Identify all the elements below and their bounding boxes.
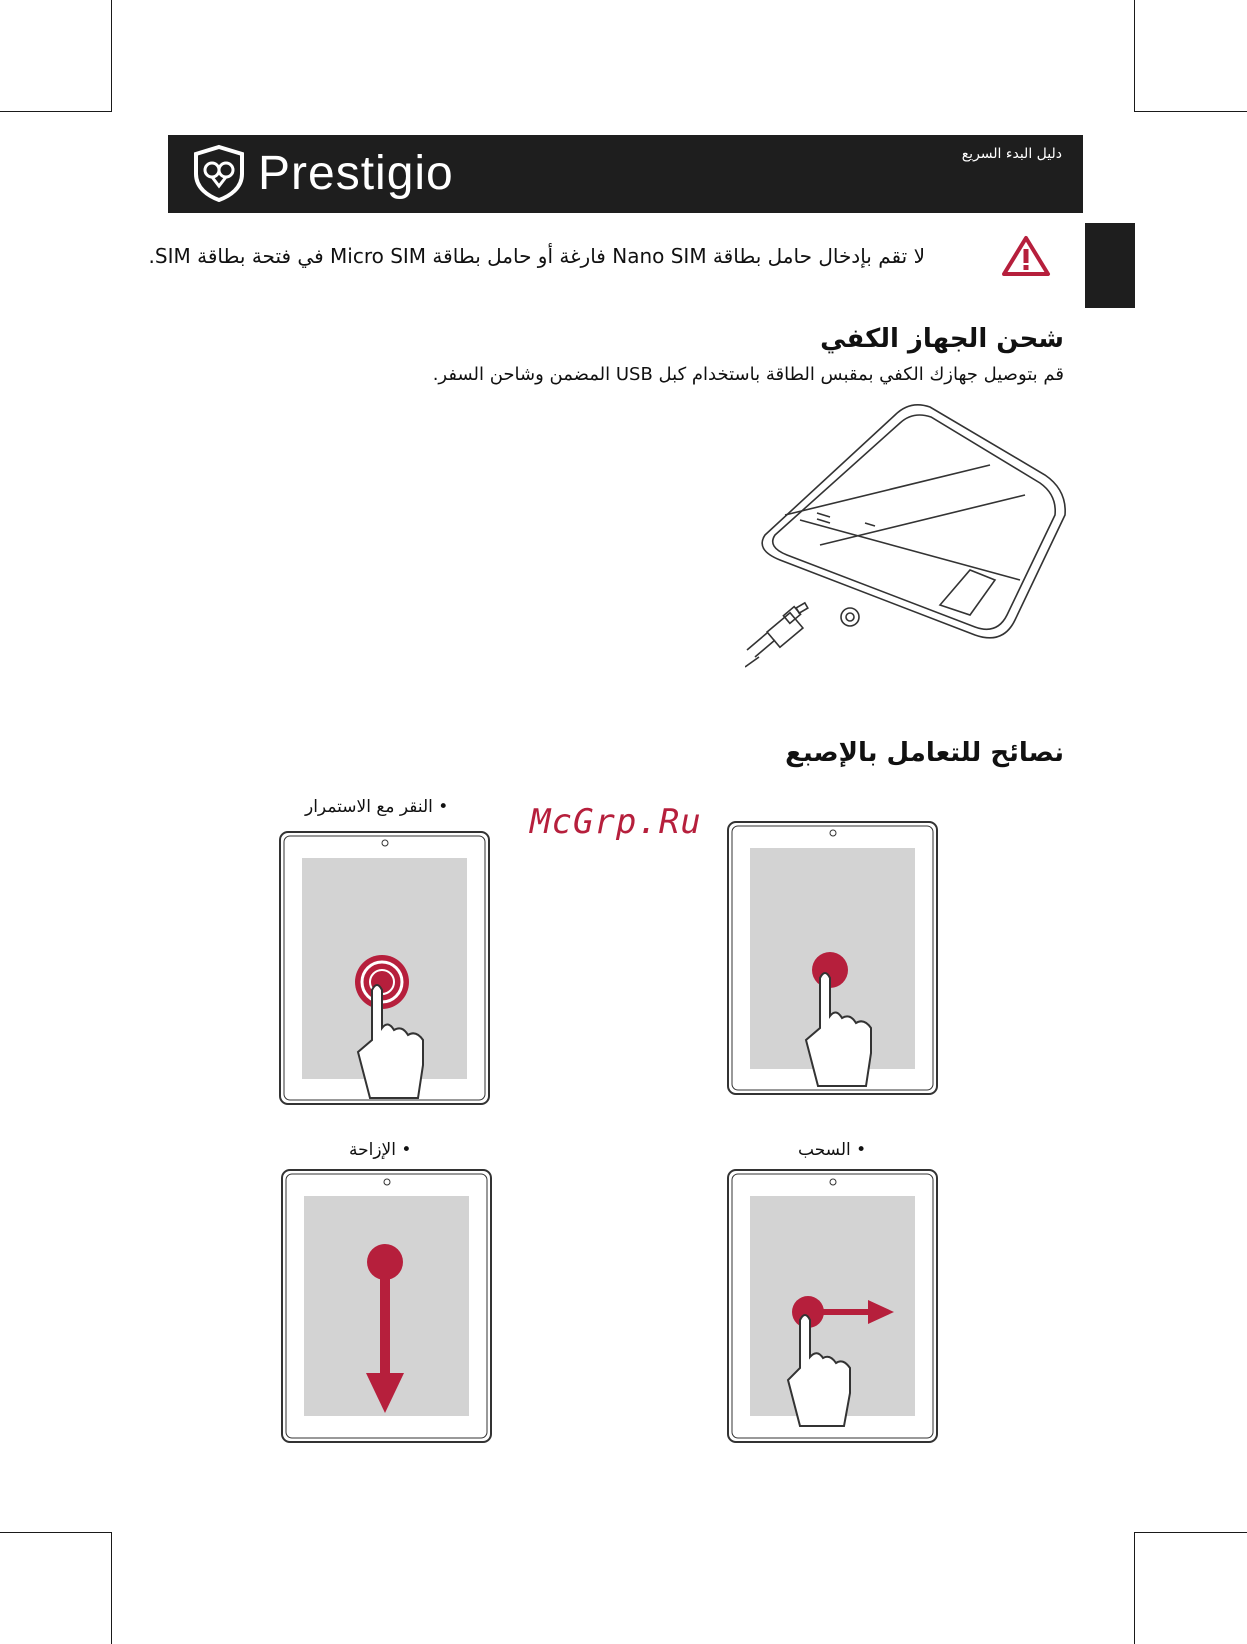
tablet-charging-illustration — [745, 395, 1075, 715]
warning-triangle-icon — [1000, 234, 1052, 278]
crop-mark — [1134, 1532, 1135, 1644]
crop-mark — [0, 1532, 112, 1533]
swipe-label: • الإزاحة — [349, 1140, 412, 1160]
warning-text: لا تقم بإدخال حامل بطاقة Nano SIM فارغة أو حامل بطاقة Micro SIM في فتحة بطاقة SIM. — [148, 244, 925, 268]
charging-description: قم بتوصيل جهازك الكفي بمقبس الطاقة باستخدام كبل USB المضمن وشاحن السفر. — [432, 364, 1064, 385]
crop-mark — [1134, 1532, 1247, 1533]
drag-label: • السحب — [798, 1140, 867, 1160]
watermark: McGrp.Ru — [530, 802, 702, 842]
brand-logo — [190, 140, 454, 206]
crop-mark — [1134, 111, 1247, 112]
guide-title: دليل البدء السريع — [961, 146, 1062, 162]
tap-hold-label: • النقر مع الاستمرار — [305, 797, 449, 817]
shield-logo-icon — [190, 144, 248, 202]
crop-mark — [0, 111, 112, 112]
tablet-tap-hold — [278, 830, 493, 1108]
tablet-drag — [726, 1168, 941, 1446]
crop-mark — [111, 1532, 112, 1644]
crop-mark — [1134, 0, 1135, 112]
tablet-tap — [726, 820, 941, 1098]
crop-mark — [111, 0, 112, 112]
section-tab — [1085, 223, 1135, 308]
tablet-swipe — [280, 1168, 495, 1446]
gestures-heading: نصائح للتعامل بالإصبع — [785, 738, 1064, 768]
charging-heading: شحن الجهاز الكفي — [820, 324, 1064, 354]
brand-name: Prestigio — [258, 146, 454, 200]
